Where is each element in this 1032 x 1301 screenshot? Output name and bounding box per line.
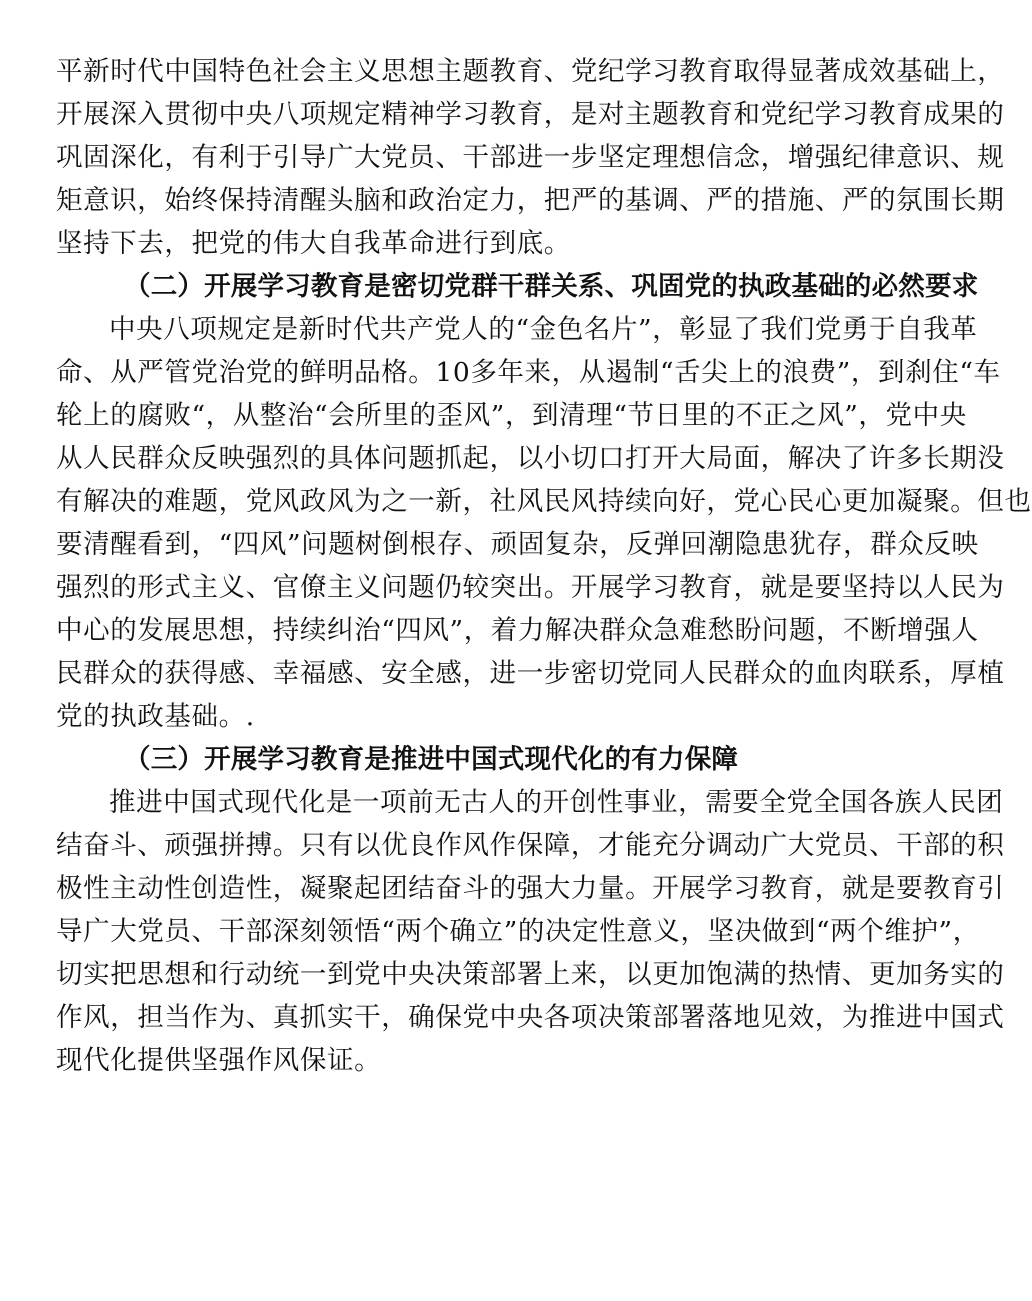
paragraph-2 xyxy=(56,308,1032,738)
paragraph-line: 现代化提供坚强作风保证。 xyxy=(56,1045,382,1076)
paragraph-line: 强烈的形式主义、官僚主义问题仍较突出。开展学习教育，就是要坚持以人民为 xyxy=(56,572,1005,603)
paragraph-line: 导广大党员、干部深刻领悟“两个确立”的决定性意义，坚决做到“两个维护”， xyxy=(56,916,980,947)
section-heading-3: （三）开展学习教育是推进中国式现代化的有力保障 xyxy=(124,744,739,775)
paragraph-line: 有解决的难题，党风政风为之一新，社风民风持续向好，党心民心更加凝聚。但也 xyxy=(56,486,1032,517)
document-page xyxy=(56,50,1032,1082)
paragraph-line: 开展深入贯彻中央八项规定精神学习教育，是对主题教育和党纪学习教育成果的 xyxy=(56,99,1005,130)
paragraph-line: 要清醒看到，“四风”问题树倒根存、顽固复杂，反弹回潮隐患犹存，群众反映 xyxy=(56,529,979,560)
paragraph-line: 坚持下去，把党的伟大自我革命进行到底。 xyxy=(56,228,571,259)
paragraph-line: 中心的发展思想，持续纠治“四风”，着力解决群众急难愁盼问题，不断增强人 xyxy=(56,615,979,646)
paragraph-line: 命、从严管党治党的鲜明品格。10多年来，从遏制“舌尖上的浪费”，到刹住“车 xyxy=(56,357,1001,388)
paragraph-line: 极性主动性创造性，凝聚起团结奋斗的强大力量。开展学习教育，就是要教育引 xyxy=(56,873,1005,904)
paragraph-3 xyxy=(56,781,1005,1082)
paragraph-line: 民群众的获得感、幸福感、安全感，进一步密切党同人民群众的血肉联系，厚植 xyxy=(56,658,1005,689)
paragraph-line: 从人民群众反映强烈的具体问题抓起，以小切口打开大局面，解决了许多长期没 xyxy=(56,443,1005,474)
paragraph-line: 作风，担当作为、真抓实干，确保党中央各项决策部署落地见效，为推进中国式 xyxy=(56,1002,1005,1033)
section-heading-2: （二）开展学习教育是密切党群干群关系、巩固党的执政基础的必然要求 xyxy=(124,271,979,302)
paragraph-line: 矩意识，始终保持清醒头脑和政治定力，把严的基调、严的措施、严的氛围长期 xyxy=(56,185,1005,216)
paragraph-1 xyxy=(56,50,1005,265)
paragraph-line: 平新时代中国特色社会主义思想主题教育、党纪学习教育取得显著成效基础上， xyxy=(56,56,1005,87)
paragraph-line: 推进中国式现代化是一项前无古人的开创性事业，需要全党全国各族人民团 xyxy=(109,787,1004,818)
paragraph-line: 结奋斗、顽强拼搏。只有以优良作风作保障，才能充分调动广大党员、干部的积 xyxy=(56,830,1005,861)
paragraph-line: 切实把思想和行动统一到党中央决策部署上来，以更加饱满的热情、更加务实的 xyxy=(56,959,1005,990)
paragraph-line: 轮上的腐败“，从整治“会所里的歪风”，到清理“节日里的不正之风”，党中央 xyxy=(56,400,967,431)
paragraph-line: 巩固深化，有利于引导广大党员、干部进一步坚定理想信念，增强纪律意识、规 xyxy=(56,142,1005,173)
paragraph-line: 中央八项规定是新时代共产党人的“金色名片”，彰显了我们党勇于自我革 xyxy=(109,314,978,345)
paragraph-line: 党的执政基础。. xyxy=(56,701,255,732)
